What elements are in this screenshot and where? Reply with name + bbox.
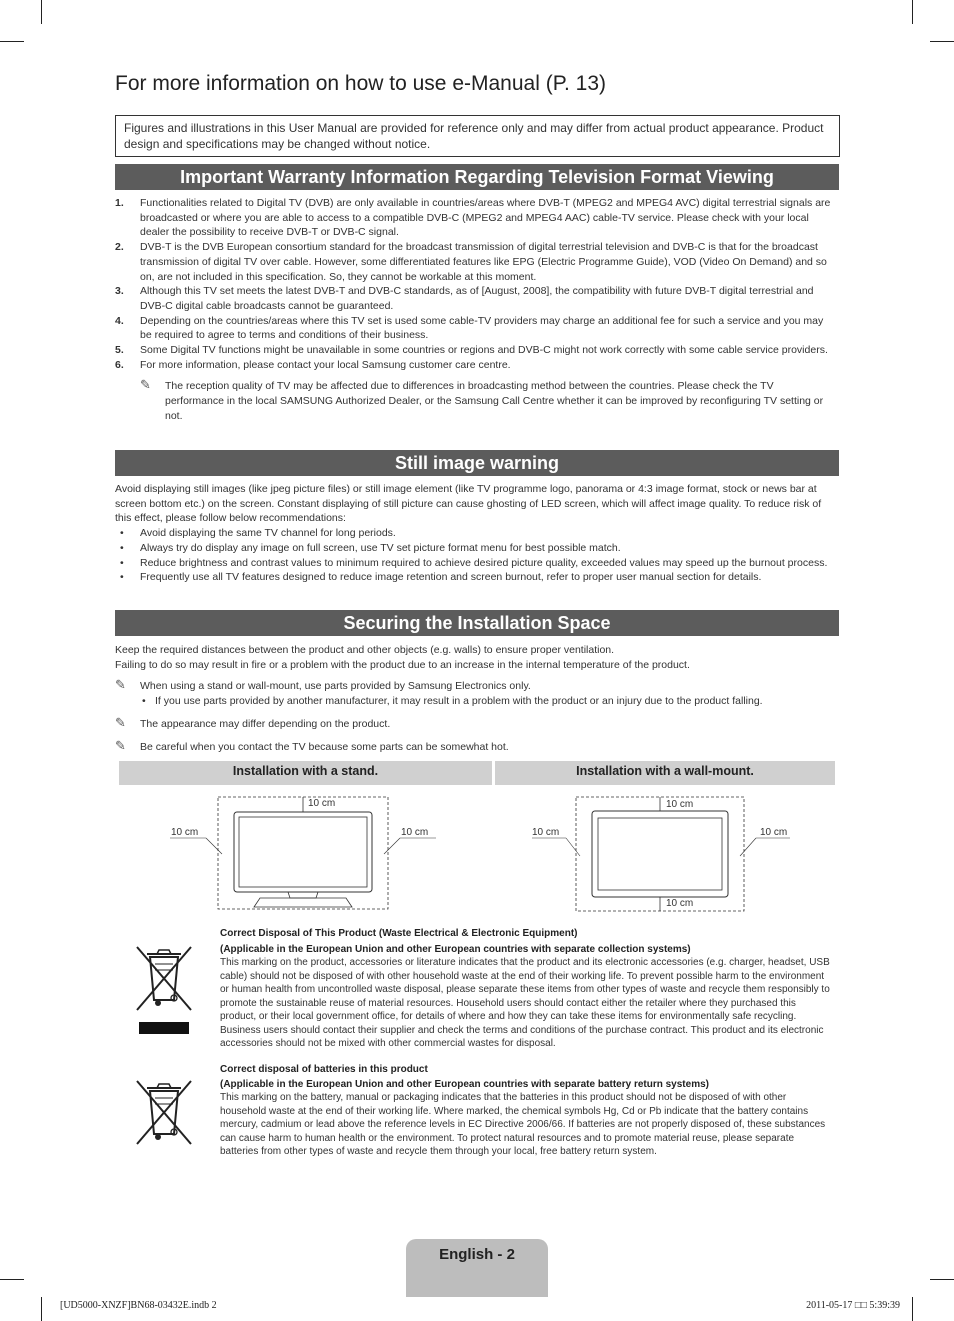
left-distance-label: 10 cm xyxy=(171,827,199,838)
list-item xyxy=(115,570,835,585)
list-item xyxy=(115,284,835,313)
note-text: Be careful when you contact the TV because some parts can be somewhat hot. xyxy=(140,740,509,753)
warranty-list xyxy=(115,196,835,424)
still-image-section xyxy=(115,482,835,585)
installation-note xyxy=(115,679,835,694)
item-number: 2. xyxy=(115,241,124,254)
crop-mark xyxy=(0,1279,24,1280)
crop-mark xyxy=(912,1297,913,1321)
list-item xyxy=(115,556,835,571)
file-slug: [UD5000-XNZF]BN68-03432E.indb 2 xyxy=(60,1300,217,1311)
crossed-out-wheelie-bin-icon xyxy=(133,942,195,1036)
crop-mark xyxy=(0,41,24,42)
pencil-note-icon: ✎ xyxy=(140,377,151,393)
bullet-icon: • xyxy=(120,556,124,569)
weee-text: This marking on the product, accessories or literature indicates that the product and its electronic accessories (e.g. charger, headset, USB cable) should not be disposed of with other household waste at the end of their working life. To prevent possible harm to the environment or human health from uncontrolled waste disposal, please separate these items from other types of waste and recycle them responsibly to promote the sustainable reuse of material resources. Household users should contact either the retailer where they purchased this product, or their local government office, for details of where and how they can take these items for environmentally safe recycling. Business users should contact their supplier and check the terms and conditions of the purchase contract. This product and its electronic accessories should not be mixed with other commercial wastes for disposal. xyxy=(220,957,830,1049)
crop-mark xyxy=(41,0,42,24)
item-text: Although this TV set meets the latest DVB-T and DVB-C standards, as of [August, 2008], the compatibility with future DVB-T digital terrestrial and DVB-C digital cable broadcasts cannot be guaranteed. xyxy=(140,285,814,312)
bullet-text: Frequently use all TV features designed to reduce image retention and screen burnout, refer to proper user manual section for details. xyxy=(140,571,762,584)
bullet-text: Avoid displaying the same TV channel for long periods. xyxy=(140,527,396,540)
list-item xyxy=(115,314,835,343)
installation-heading: Securing the Installation Space xyxy=(115,610,839,636)
pencil-note-icon: ✎ xyxy=(115,714,126,730)
list-item xyxy=(115,358,835,373)
list-item xyxy=(115,526,835,541)
crop-mark xyxy=(912,0,913,24)
list-item xyxy=(115,196,835,240)
item-number: 6. xyxy=(115,358,124,371)
crossed-out-battery-bin-icon xyxy=(133,1076,195,1146)
installation-note xyxy=(115,737,835,755)
item-number: 5. xyxy=(115,344,124,357)
pencil-note-icon: ✎ xyxy=(115,737,126,753)
list-item xyxy=(115,240,835,284)
battery-text: This marking on the battery, manual or packaging indicates that the batteries in this product should not be disposed of with other household waste at the end of their working life. Where marked, the chemical symbols Hg, Cd or Pb indicate that the battery contains mercury, cadmium or lead above the reference levels in EC Directive 2006/66. If batteries are not properly disposed of, these substances can cause harm to human health or the environment. To protect natural resources and to promote material reuse, please separate batteries from other types of waste and recycle them through your local, free battery return system. xyxy=(220,1092,826,1157)
item-text: Depending on the countries/areas where this TV set is used some cable-TV providers may charge an additional fee for such a service and you may be required to agree to terms and conditions of their business. xyxy=(140,314,824,342)
weee-subtitle: (Applicable in the European Union and other European countries with separate collection systems) xyxy=(220,943,691,955)
item-text: For more information, please contact your local Samsung customer care centre. xyxy=(140,358,511,371)
bullet-icon: • xyxy=(120,541,124,554)
stand-clearance-diagram xyxy=(160,792,450,914)
installation-intro: Failing to do so may result in fire or a problem with the product due to an increase in the internal temperature of the product. xyxy=(115,658,690,671)
bullet-icon: • xyxy=(120,527,124,540)
stand-install-label: Installation with a stand. xyxy=(119,761,492,785)
tv-frame xyxy=(234,812,372,892)
left-leader xyxy=(566,838,580,856)
wall-install-label: Installation with a wall-mount. xyxy=(495,761,835,785)
note-text: The appearance may differ depending on the product. xyxy=(140,717,391,730)
list-item xyxy=(115,694,835,709)
right-leader xyxy=(384,838,400,854)
item-text: Some Digital TV functions might be unavailable in some countries or regions and DVB-C might not work correctly with some cable service providers. xyxy=(140,344,828,357)
right-leader xyxy=(740,838,756,856)
reception-note xyxy=(140,379,835,423)
note-text: The reception quality of TV may be affected due to differences in broadcasting method between the countries. Please check the TV performance in the local SAMSUNG Authorized Dealer, or the Samsung Call Centre whether it can be improved by reconfiguring TV setting or not. xyxy=(165,380,824,422)
weee-disposal-section xyxy=(220,927,834,1051)
still-image-heading: Still image warning xyxy=(115,450,839,476)
item-number: 3. xyxy=(115,285,124,298)
top-distance-label: 10 cm xyxy=(308,798,336,809)
top-distance-label: 10 cm xyxy=(666,799,694,810)
battery-title: Correct disposal of batteries in this product xyxy=(220,1064,428,1075)
tv-stand-neck xyxy=(288,892,318,898)
warranty-heading: Important Warranty Information Regarding Television Format Viewing xyxy=(115,164,839,190)
page-title: For more information on how to use e-Manual (P. 13) xyxy=(115,72,607,95)
crop-mark xyxy=(41,1297,42,1321)
left-distance-label: 10 cm xyxy=(532,827,560,838)
item-text: DVB-T is the DVB European consortium standard for the broadcast transmission of digital terrestrial television and DVB-C is that for the broadcast transmission of digital TV over cable. However, some differentiated features like EPG (Electric Programme Guide), VOD (Video On Demand) and so on, are not included in this specification. So, they cannot be workable at this moment. xyxy=(140,241,827,283)
weee-title: Correct Disposal of This Product (Waste Electrical & Electronic Equipment) xyxy=(220,928,578,939)
item-text: Functionalities related to Digital TV (DVB) are only available in countries/areas where DVB-T (MPEG2 and MPEG4 AVC) digital terrestrial signals are broadcasted or where you are able to access to a compatible DVB-C (MPEG2 and MPEG4 AAC) cable-TV service. Please check with your local dealer the possibility to receive DVB-T or DVB-C signal. xyxy=(140,197,831,239)
installation-note xyxy=(115,714,835,732)
installation-intro: Keep the required distances between the product and other objects (e.g. walls) to ensure proper ventilation. xyxy=(115,644,615,656)
left-leader xyxy=(206,838,222,854)
page-number-tab: English - 2 xyxy=(406,1239,548,1297)
bullet-text: Always try do display any image on full screen, use TV set picture format menu for best possible match. xyxy=(140,541,621,554)
bullet-icon: • xyxy=(120,571,124,584)
disclaimer-box: Figures and illustrations in this User Manual are provided for reference only and may differ from actual product appearance. Product design and specifications may be changed without notice. xyxy=(115,115,840,157)
right-distance-label: 10 cm xyxy=(401,827,429,838)
note-text: If you use parts provided by another manufacturer, it may result in a problem with the product or an injury due to the product falling. xyxy=(155,695,763,708)
wall-mount-clearance-diagram xyxy=(530,792,794,914)
battery-subtitle: (Applicable in the European Union and other European countries with separate battery return systems) xyxy=(220,1078,709,1090)
bullet-icon: • xyxy=(142,695,146,708)
crop-mark xyxy=(930,1279,954,1280)
note-text: When using a stand or wall-mount, use parts provided by Samsung Electronics only. xyxy=(140,680,531,693)
bullet-text: Reduce brightness and contrast values to minimum required to achieve desired picture quality, exceeded values may speed up the burnout process. xyxy=(140,556,828,569)
item-number: 4. xyxy=(115,314,124,327)
bottom-distance-label: 10 cm xyxy=(666,898,694,909)
list-item xyxy=(115,541,835,556)
battery-disposal-section xyxy=(220,1063,834,1159)
crop-mark xyxy=(930,41,954,42)
installation-section xyxy=(115,643,835,754)
tv-stand-base xyxy=(254,898,352,907)
list-item xyxy=(115,343,835,358)
right-distance-label: 10 cm xyxy=(760,827,788,838)
pencil-note-icon: ✎ xyxy=(115,677,126,693)
item-number: 1. xyxy=(115,197,124,209)
print-timestamp: 2011-05-17 □□ 5:39:39 xyxy=(806,1300,900,1311)
still-image-intro: Avoid displaying still images (like jpeg picture files) or still image element (like TV programme logo, panorama or 4:3 image format, stock or news bar at screen bottom etc.) on the screen. Constant displaying of still picture can cause ghosting of LED screen, which will affect image quality. To reduce risk of this effect, please follow below recommendations: xyxy=(115,483,822,525)
tv-frame xyxy=(592,811,728,897)
